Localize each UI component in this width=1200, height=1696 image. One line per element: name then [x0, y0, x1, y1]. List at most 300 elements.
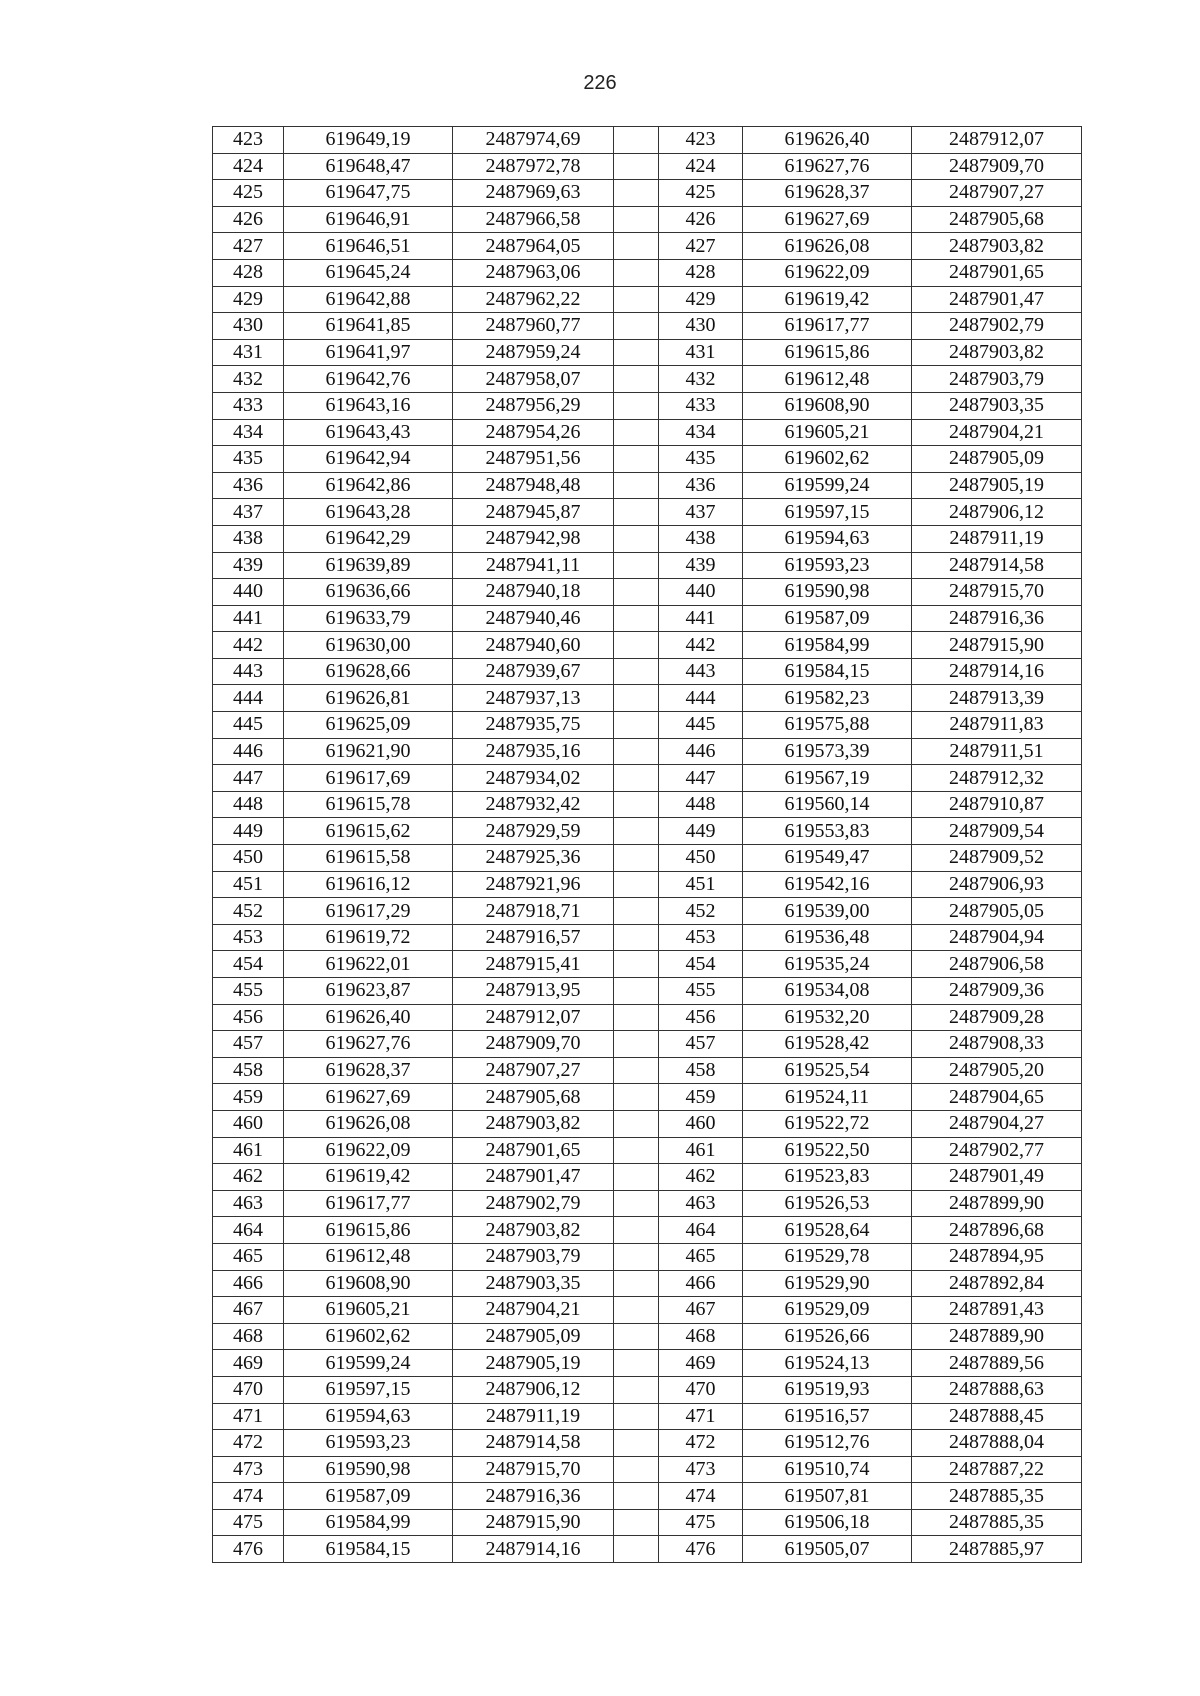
point-number-right-cell: 440 — [659, 579, 743, 606]
table-row — [213, 1217, 1082, 1244]
x-coordinate-right-cell: 619532,20 — [743, 1004, 912, 1031]
y-coordinate-right-cell: 2487909,28 — [912, 1004, 1082, 1031]
x-coordinate-left-cell: 619593,23 — [284, 1430, 453, 1457]
table-row — [213, 658, 1082, 685]
point-number-right-cell: 473 — [659, 1456, 743, 1483]
y-coordinate-left-cell: 2487966,58 — [453, 206, 614, 233]
x-coordinate-right-cell: 619608,90 — [743, 392, 912, 419]
y-coordinate-right-cell: 2487899,90 — [912, 1190, 1082, 1217]
y-coordinate-right-cell: 2487906,93 — [912, 871, 1082, 898]
table-row — [213, 366, 1082, 393]
x-coordinate-left-cell: 619645,24 — [284, 259, 453, 286]
table-row — [213, 206, 1082, 233]
y-coordinate-right-cell: 2487903,82 — [912, 339, 1082, 366]
spacer-cell-cell — [614, 127, 659, 154]
x-coordinate-right-cell: 619560,14 — [743, 791, 912, 818]
y-coordinate-left-cell: 2487925,36 — [453, 845, 614, 872]
point-number-left-cell: 458 — [213, 1057, 284, 1084]
y-coordinate-right-cell: 2487915,70 — [912, 579, 1082, 606]
x-coordinate-left-cell: 619616,12 — [284, 871, 453, 898]
point-number-left-cell: 465 — [213, 1243, 284, 1270]
spacer-cell-cell — [614, 951, 659, 978]
spacer-cell-cell — [614, 871, 659, 898]
point-number-right-cell: 462 — [659, 1164, 743, 1191]
x-coordinate-right-cell: 619622,09 — [743, 259, 912, 286]
y-coordinate-right-cell: 2487912,07 — [912, 127, 1082, 154]
y-coordinate-right-cell: 2487908,33 — [912, 1031, 1082, 1058]
x-coordinate-right-cell: 619539,00 — [743, 898, 912, 925]
x-coordinate-right-cell: 619510,74 — [743, 1456, 912, 1483]
x-coordinate-right-cell: 619584,15 — [743, 658, 912, 685]
spacer-cell-cell — [614, 1217, 659, 1244]
table-row — [213, 712, 1082, 739]
x-coordinate-left-cell: 619642,88 — [284, 286, 453, 313]
spacer-cell-cell — [614, 206, 659, 233]
y-coordinate-right-cell: 2487885,97 — [912, 1536, 1082, 1563]
y-coordinate-left-cell: 2487954,26 — [453, 419, 614, 446]
point-number-left-cell: 473 — [213, 1456, 284, 1483]
point-number-right-cell: 471 — [659, 1403, 743, 1430]
y-coordinate-left-cell: 2487914,58 — [453, 1430, 614, 1457]
y-coordinate-left-cell: 2487916,57 — [453, 924, 614, 951]
y-coordinate-left-cell: 2487913,95 — [453, 978, 614, 1005]
spacer-cell-cell — [614, 845, 659, 872]
y-coordinate-left-cell: 2487911,19 — [453, 1403, 614, 1430]
y-coordinate-left-cell: 2487907,27 — [453, 1057, 614, 1084]
point-number-right-cell: 439 — [659, 552, 743, 579]
x-coordinate-right-cell: 619582,23 — [743, 685, 912, 712]
x-coordinate-left-cell: 619646,51 — [284, 233, 453, 260]
table-row — [213, 1483, 1082, 1510]
y-coordinate-right-cell: 2487909,70 — [912, 153, 1082, 180]
y-coordinate-left-cell: 2487940,18 — [453, 579, 614, 606]
spacer-cell-cell — [614, 1057, 659, 1084]
y-coordinate-right-cell: 2487912,32 — [912, 765, 1082, 792]
y-coordinate-left-cell: 2487905,68 — [453, 1084, 614, 1111]
point-number-left-cell: 444 — [213, 685, 284, 712]
point-number-right-cell: 437 — [659, 499, 743, 526]
point-number-right-cell: 466 — [659, 1270, 743, 1297]
x-coordinate-left-cell: 619599,24 — [284, 1350, 453, 1377]
point-number-right-cell: 423 — [659, 127, 743, 154]
y-coordinate-right-cell: 2487906,12 — [912, 499, 1082, 526]
y-coordinate-right-cell: 2487915,90 — [912, 632, 1082, 659]
x-coordinate-left-cell: 619639,89 — [284, 552, 453, 579]
point-number-left-cell: 470 — [213, 1376, 284, 1403]
point-number-left-cell: 427 — [213, 233, 284, 260]
x-coordinate-right-cell: 619535,24 — [743, 951, 912, 978]
x-coordinate-right-cell: 619529,78 — [743, 1243, 912, 1270]
point-number-left-cell: 476 — [213, 1536, 284, 1563]
point-number-left-cell: 451 — [213, 871, 284, 898]
y-coordinate-left-cell: 2487905,19 — [453, 1350, 614, 1377]
spacer-cell-cell — [614, 1164, 659, 1191]
x-coordinate-left-cell: 619623,87 — [284, 978, 453, 1005]
x-coordinate-right-cell: 619615,86 — [743, 339, 912, 366]
y-coordinate-right-cell: 2487888,45 — [912, 1403, 1082, 1430]
table-row — [213, 259, 1082, 286]
point-number-right-cell: 455 — [659, 978, 743, 1005]
point-number-left-cell: 447 — [213, 765, 284, 792]
y-coordinate-right-cell: 2487911,83 — [912, 712, 1082, 739]
y-coordinate-right-cell: 2487892,84 — [912, 1270, 1082, 1297]
point-number-right-cell: 464 — [659, 1217, 743, 1244]
spacer-cell-cell — [614, 1297, 659, 1324]
x-coordinate-left-cell: 619584,99 — [284, 1509, 453, 1536]
x-coordinate-left-cell: 619646,91 — [284, 206, 453, 233]
table-row — [213, 180, 1082, 207]
point-number-right-cell: 476 — [659, 1536, 743, 1563]
spacer-cell-cell — [614, 1190, 659, 1217]
y-coordinate-left-cell: 2487914,16 — [453, 1536, 614, 1563]
spacer-cell-cell — [614, 552, 659, 579]
spacer-cell-cell — [614, 1323, 659, 1350]
table-row — [213, 446, 1082, 473]
y-coordinate-right-cell: 2487914,16 — [912, 658, 1082, 685]
point-number-left-cell: 449 — [213, 818, 284, 845]
point-number-right-cell: 429 — [659, 286, 743, 313]
y-coordinate-right-cell: 2487916,36 — [912, 605, 1082, 632]
x-coordinate-right-cell: 619597,15 — [743, 499, 912, 526]
x-coordinate-right-cell: 619573,39 — [743, 738, 912, 765]
x-coordinate-left-cell: 619621,90 — [284, 738, 453, 765]
point-number-left-cell: 462 — [213, 1164, 284, 1191]
point-number-left-cell: 455 — [213, 978, 284, 1005]
spacer-cell-cell — [614, 499, 659, 526]
x-coordinate-left-cell: 619626,40 — [284, 1004, 453, 1031]
y-coordinate-right-cell: 2487905,19 — [912, 472, 1082, 499]
x-coordinate-right-cell: 619612,48 — [743, 366, 912, 393]
point-number-right-cell: 453 — [659, 924, 743, 951]
table-row — [213, 419, 1082, 446]
y-coordinate-left-cell: 2487915,70 — [453, 1456, 614, 1483]
y-coordinate-left-cell: 2487941,11 — [453, 552, 614, 579]
page-number: 226 — [583, 72, 617, 94]
point-number-right-cell: 434 — [659, 419, 743, 446]
point-number-left-cell: 439 — [213, 552, 284, 579]
x-coordinate-left-cell: 619628,37 — [284, 1057, 453, 1084]
y-coordinate-left-cell: 2487909,70 — [453, 1031, 614, 1058]
spacer-cell-cell — [614, 1243, 659, 1270]
x-coordinate-left-cell: 619615,86 — [284, 1217, 453, 1244]
y-coordinate-right-cell: 2487911,51 — [912, 738, 1082, 765]
point-number-left-cell: 431 — [213, 339, 284, 366]
spacer-cell-cell — [614, 712, 659, 739]
table-row — [213, 1004, 1082, 1031]
point-number-left-cell: 440 — [213, 579, 284, 606]
point-number-right-cell: 441 — [659, 605, 743, 632]
point-number-left-cell: 438 — [213, 525, 284, 552]
x-coordinate-right-cell: 619526,66 — [743, 1323, 912, 1350]
y-coordinate-left-cell: 2487903,35 — [453, 1270, 614, 1297]
y-coordinate-left-cell: 2487942,98 — [453, 525, 614, 552]
spacer-cell-cell — [614, 1456, 659, 1483]
coordinates-table — [212, 126, 1082, 1563]
y-coordinate-right-cell: 2487903,82 — [912, 233, 1082, 260]
x-coordinate-right-cell: 619512,76 — [743, 1430, 912, 1457]
point-number-right-cell: 448 — [659, 791, 743, 818]
y-coordinate-left-cell: 2487960,77 — [453, 313, 614, 340]
x-coordinate-left-cell: 619633,79 — [284, 605, 453, 632]
x-coordinate-left-cell: 619622,01 — [284, 951, 453, 978]
x-coordinate-left-cell: 619594,63 — [284, 1403, 453, 1430]
table-row — [213, 1137, 1082, 1164]
x-coordinate-right-cell: 619619,42 — [743, 286, 912, 313]
x-coordinate-right-cell: 619602,62 — [743, 446, 912, 473]
spacer-cell-cell — [614, 525, 659, 552]
table-row — [213, 978, 1082, 1005]
spacer-cell-cell — [614, 180, 659, 207]
spacer-cell-cell — [614, 1110, 659, 1137]
y-coordinate-right-cell: 2487904,27 — [912, 1110, 1082, 1137]
y-coordinate-right-cell: 2487905,20 — [912, 1057, 1082, 1084]
point-number-left-cell: 423 — [213, 127, 284, 154]
y-coordinate-left-cell: 2487915,90 — [453, 1509, 614, 1536]
point-number-left-cell: 434 — [213, 419, 284, 446]
spacer-cell-cell — [614, 1403, 659, 1430]
x-coordinate-right-cell: 619617,77 — [743, 313, 912, 340]
y-coordinate-left-cell: 2487901,65 — [453, 1137, 614, 1164]
point-number-left-cell: 443 — [213, 658, 284, 685]
x-coordinate-right-cell: 619529,09 — [743, 1297, 912, 1324]
table-row — [213, 605, 1082, 632]
y-coordinate-right-cell: 2487904,21 — [912, 419, 1082, 446]
y-coordinate-right-cell: 2487902,77 — [912, 1137, 1082, 1164]
y-coordinate-right-cell: 2487903,35 — [912, 392, 1082, 419]
x-coordinate-left-cell: 619605,21 — [284, 1297, 453, 1324]
x-coordinate-right-cell: 619516,57 — [743, 1403, 912, 1430]
x-coordinate-right-cell: 619523,83 — [743, 1164, 912, 1191]
x-coordinate-right-cell: 619528,64 — [743, 1217, 912, 1244]
y-coordinate-left-cell: 2487935,16 — [453, 738, 614, 765]
y-coordinate-left-cell: 2487951,56 — [453, 446, 614, 473]
point-number-right-cell: 467 — [659, 1297, 743, 1324]
point-number-left-cell: 437 — [213, 499, 284, 526]
y-coordinate-left-cell: 2487948,48 — [453, 472, 614, 499]
point-number-right-cell: 432 — [659, 366, 743, 393]
y-coordinate-left-cell: 2487937,13 — [453, 685, 614, 712]
y-coordinate-right-cell: 2487889,90 — [912, 1323, 1082, 1350]
x-coordinate-left-cell: 619648,47 — [284, 153, 453, 180]
x-coordinate-right-cell: 619626,08 — [743, 233, 912, 260]
y-coordinate-left-cell: 2487972,78 — [453, 153, 614, 180]
table-row — [213, 1509, 1082, 1536]
point-number-right-cell: 456 — [659, 1004, 743, 1031]
point-number-left-cell: 463 — [213, 1190, 284, 1217]
point-number-left-cell: 461 — [213, 1137, 284, 1164]
y-coordinate-right-cell: 2487911,19 — [912, 525, 1082, 552]
table-row — [213, 472, 1082, 499]
y-coordinate-right-cell: 2487909,54 — [912, 818, 1082, 845]
table-row — [213, 1536, 1082, 1563]
point-number-right-cell: 426 — [659, 206, 743, 233]
y-coordinate-left-cell: 2487904,21 — [453, 1297, 614, 1324]
x-coordinate-right-cell: 619594,63 — [743, 525, 912, 552]
y-coordinate-left-cell: 2487901,47 — [453, 1164, 614, 1191]
y-coordinate-right-cell: 2487905,05 — [912, 898, 1082, 925]
point-number-right-cell: 436 — [659, 472, 743, 499]
table-row — [213, 898, 1082, 925]
x-coordinate-left-cell: 619642,94 — [284, 446, 453, 473]
x-coordinate-right-cell: 619529,90 — [743, 1270, 912, 1297]
x-coordinate-left-cell: 619587,09 — [284, 1483, 453, 1510]
spacer-cell-cell — [614, 1483, 659, 1510]
y-coordinate-left-cell: 2487959,24 — [453, 339, 614, 366]
point-number-left-cell: 424 — [213, 153, 284, 180]
table-row — [213, 924, 1082, 951]
spacer-cell-cell — [614, 658, 659, 685]
point-number-left-cell: 428 — [213, 259, 284, 286]
x-coordinate-left-cell: 619642,29 — [284, 525, 453, 552]
point-number-right-cell: 475 — [659, 1509, 743, 1536]
y-coordinate-right-cell: 2487904,65 — [912, 1084, 1082, 1111]
x-coordinate-right-cell: 619524,13 — [743, 1350, 912, 1377]
x-coordinate-right-cell: 619507,81 — [743, 1483, 912, 1510]
point-number-left-cell: 460 — [213, 1110, 284, 1137]
x-coordinate-left-cell: 619626,81 — [284, 685, 453, 712]
x-coordinate-left-cell: 619602,62 — [284, 1323, 453, 1350]
spacer-cell-cell — [614, 738, 659, 765]
point-number-left-cell: 432 — [213, 366, 284, 393]
table-row — [213, 1430, 1082, 1457]
spacer-cell-cell — [614, 924, 659, 951]
x-coordinate-right-cell: 619506,18 — [743, 1509, 912, 1536]
spacer-cell-cell — [614, 1376, 659, 1403]
point-number-right-cell: 446 — [659, 738, 743, 765]
x-coordinate-left-cell: 619636,66 — [284, 579, 453, 606]
point-number-left-cell: 474 — [213, 1483, 284, 1510]
table-row — [213, 738, 1082, 765]
spacer-cell-cell — [614, 791, 659, 818]
x-coordinate-right-cell: 619553,83 — [743, 818, 912, 845]
y-coordinate-left-cell: 2487956,29 — [453, 392, 614, 419]
y-coordinate-right-cell: 2487902,79 — [912, 313, 1082, 340]
point-number-right-cell: 430 — [659, 313, 743, 340]
point-number-left-cell: 436 — [213, 472, 284, 499]
y-coordinate-left-cell: 2487974,69 — [453, 127, 614, 154]
spacer-cell-cell — [614, 286, 659, 313]
y-coordinate-left-cell: 2487945,87 — [453, 499, 614, 526]
y-coordinate-left-cell: 2487962,22 — [453, 286, 614, 313]
point-number-right-cell: 454 — [659, 951, 743, 978]
y-coordinate-right-cell: 2487914,58 — [912, 552, 1082, 579]
point-number-right-cell: 449 — [659, 818, 743, 845]
point-number-left-cell: 430 — [213, 313, 284, 340]
coordinates-table-body — [213, 127, 1082, 1563]
x-coordinate-right-cell: 619522,72 — [743, 1110, 912, 1137]
point-number-right-cell: 424 — [659, 153, 743, 180]
table-row — [213, 1243, 1082, 1270]
table-row — [213, 871, 1082, 898]
spacer-cell-cell — [614, 1509, 659, 1536]
x-coordinate-left-cell: 619617,77 — [284, 1190, 453, 1217]
spacer-cell-cell — [614, 153, 659, 180]
x-coordinate-left-cell: 619597,15 — [284, 1376, 453, 1403]
x-coordinate-right-cell: 619519,93 — [743, 1376, 912, 1403]
point-number-right-cell: 465 — [659, 1243, 743, 1270]
spacer-cell-cell — [614, 818, 659, 845]
x-coordinate-left-cell: 619626,08 — [284, 1110, 453, 1137]
x-coordinate-left-cell: 619642,86 — [284, 472, 453, 499]
spacer-cell-cell — [614, 1004, 659, 1031]
table-row — [213, 1350, 1082, 1377]
point-number-right-cell: 435 — [659, 446, 743, 473]
y-coordinate-right-cell: 2487901,47 — [912, 286, 1082, 313]
point-number-left-cell: 429 — [213, 286, 284, 313]
point-number-right-cell: 433 — [659, 392, 743, 419]
spacer-cell-cell — [614, 765, 659, 792]
table-row — [213, 765, 1082, 792]
y-coordinate-right-cell: 2487888,04 — [912, 1430, 1082, 1457]
point-number-right-cell: 474 — [659, 1483, 743, 1510]
table-row — [213, 153, 1082, 180]
spacer-cell-cell — [614, 446, 659, 473]
point-number-left-cell: 464 — [213, 1217, 284, 1244]
point-number-right-cell: 431 — [659, 339, 743, 366]
table-row — [213, 632, 1082, 659]
x-coordinate-left-cell: 619628,66 — [284, 658, 453, 685]
point-number-left-cell: 457 — [213, 1031, 284, 1058]
x-coordinate-left-cell: 619619,42 — [284, 1164, 453, 1191]
y-coordinate-left-cell: 2487912,07 — [453, 1004, 614, 1031]
x-coordinate-left-cell: 619649,19 — [284, 127, 453, 154]
y-coordinate-right-cell: 2487909,36 — [912, 978, 1082, 1005]
spacer-cell-cell — [614, 632, 659, 659]
table-row — [213, 685, 1082, 712]
point-number-right-cell: 438 — [659, 525, 743, 552]
y-coordinate-left-cell: 2487915,41 — [453, 951, 614, 978]
table-row — [213, 1270, 1082, 1297]
point-number-left-cell: 445 — [213, 712, 284, 739]
table-row — [213, 1190, 1082, 1217]
point-number-right-cell: 451 — [659, 871, 743, 898]
point-number-right-cell: 442 — [659, 632, 743, 659]
y-coordinate-left-cell: 2487902,79 — [453, 1190, 614, 1217]
spacer-cell-cell — [614, 313, 659, 340]
point-number-left-cell: 466 — [213, 1270, 284, 1297]
x-coordinate-left-cell: 619641,85 — [284, 313, 453, 340]
table-row — [213, 845, 1082, 872]
x-coordinate-right-cell: 619549,47 — [743, 845, 912, 872]
x-coordinate-right-cell: 619627,69 — [743, 206, 912, 233]
y-coordinate-left-cell: 2487929,59 — [453, 818, 614, 845]
point-number-right-cell: 447 — [659, 765, 743, 792]
x-coordinate-left-cell: 619617,69 — [284, 765, 453, 792]
spacer-cell-cell — [614, 1270, 659, 1297]
x-coordinate-right-cell: 619575,88 — [743, 712, 912, 739]
point-number-left-cell: 456 — [213, 1004, 284, 1031]
point-number-right-cell: 457 — [659, 1031, 743, 1058]
x-coordinate-left-cell: 619627,69 — [284, 1084, 453, 1111]
point-number-left-cell: 435 — [213, 446, 284, 473]
y-coordinate-right-cell: 2487901,49 — [912, 1164, 1082, 1191]
spacer-cell-cell — [614, 579, 659, 606]
point-number-left-cell: 426 — [213, 206, 284, 233]
spacer-cell-cell — [614, 1137, 659, 1164]
table-row — [213, 1323, 1082, 1350]
spacer-cell-cell — [614, 259, 659, 286]
x-coordinate-right-cell: 619524,11 — [743, 1084, 912, 1111]
y-coordinate-left-cell: 2487964,05 — [453, 233, 614, 260]
y-coordinate-left-cell: 2487934,02 — [453, 765, 614, 792]
table-row — [213, 1297, 1082, 1324]
y-coordinate-right-cell: 2487901,65 — [912, 259, 1082, 286]
point-number-left-cell: 441 — [213, 605, 284, 632]
x-coordinate-right-cell: 619587,09 — [743, 605, 912, 632]
x-coordinate-right-cell: 619584,99 — [743, 632, 912, 659]
point-number-left-cell: 453 — [213, 924, 284, 951]
point-number-right-cell: 425 — [659, 180, 743, 207]
